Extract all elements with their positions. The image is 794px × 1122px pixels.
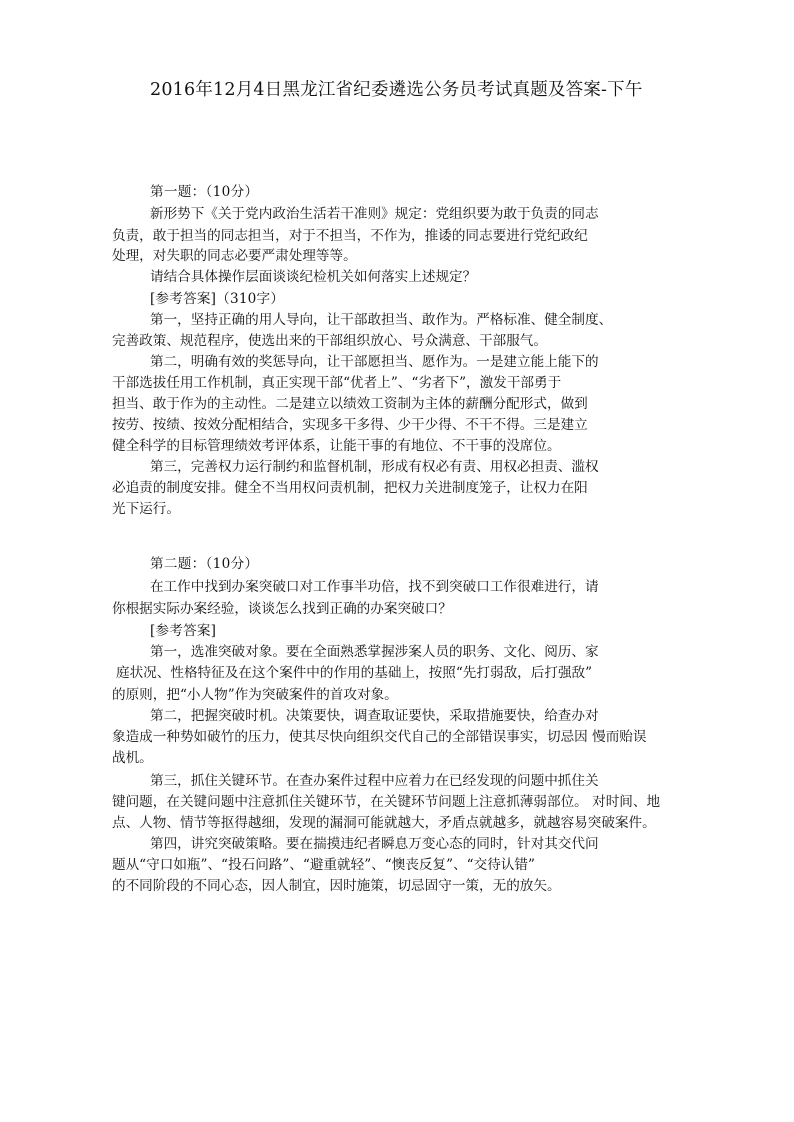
q2-answer-line: 庭状况、性格特征及在这个案件中的作用的基础上，按照“先打弱敌，后打强敌” bbox=[116, 665, 593, 681]
q2-question-line: 你根据实际办案经验，谈谈怎么找到正确的办案突破口？ bbox=[112, 601, 452, 617]
q1-answer-line: 按劳、按绩、按效分配相结合，实现多干多得、少干少得、不干不得。三是建立 bbox=[112, 417, 588, 433]
q2-heading: 第二题：（10分） bbox=[150, 556, 259, 572]
q1-answer-line: 第一，坚持正确的用人导向，让干部敢担当、敢作为。严格标准、健全制度、 bbox=[150, 312, 613, 328]
q2-answer-line: 第三，抓住关键环节。在查办案件过程中应着力在已经发现的问题中抓住关 bbox=[150, 773, 599, 789]
q1-question-line: 负责，敢于担当的同志担当，对于不担当，不作为，推诿的同志要进行党纪政纪 bbox=[112, 228, 588, 244]
q2-answer-line: 的不同阶段的不同心态，因人制宜，因时施策，切忌固守一策，无的放矢。 bbox=[112, 878, 561, 894]
q1-answer-line: 担当、敢于作为的主动性。二是建立以绩效工资制为主体的薪酬分配形式，做到 bbox=[112, 396, 588, 412]
q1-answer-line: 干部选拔任用工作机制，真正实现干部“优者上”、“劣者下”，激发干部勇于 bbox=[112, 375, 562, 391]
q1-answer-label: [参考答案]（310字） bbox=[150, 291, 285, 307]
q1-heading: 第一题：（10分） bbox=[150, 184, 259, 200]
q1-answer-line: 健全科学的目标管理绩效考评体系，让能干事的有地位、不干事的没席位。 bbox=[112, 438, 561, 454]
q2-answer-label: [参考答案] bbox=[150, 623, 217, 639]
q1-answer-line: 必追责的制度安排。健全不当用权问责机制，把权力关进制度笼子，让权力在阳 bbox=[112, 480, 588, 496]
q1-answer-line: 完善政策、规范程序，使选出来的干部组织放心、号众满意、干部服气。 bbox=[112, 333, 547, 349]
q2-question-line: 在工作中找到办案突破口对工作事半功倍，找不到突破口工作很难进行，请 bbox=[150, 579, 599, 595]
q2-answer-line: 的原则，把“小人物”作为突破案件的首攻对象。 bbox=[112, 687, 398, 703]
q2-answer-line: 战机。 bbox=[112, 750, 153, 766]
q2-answer-line: 第一，选准突破对象。要在全面熟悉掌握涉案人员的职务、文化、阅历、家 bbox=[150, 644, 599, 660]
q2-answer-line: 第二，把握突破时机。决策要快，调查取证要快，采取措施要快，给查办对 bbox=[150, 708, 599, 724]
q1-answer-line: 第二，明确有效的奖惩导向，让干部愿担当、愿作为。一是建立能上能下的 bbox=[150, 354, 599, 370]
q2-answer-line: 点、人物、情节等抠得越细，发现的漏洞可能就越大，矛盾点就越多，就越容易突破案件。 bbox=[112, 815, 656, 831]
q2-answer-line: 键问题，在关键问题中注意抓住关键环节，在关键环节问题上注意抓薄弱部位。 对时间、地 bbox=[112, 794, 661, 810]
q1-question-line: 请结合具体操作层面谈谈纪检机关如何落实上述规定？ bbox=[150, 269, 477, 285]
document-title: 2016年12月4日黑龙江省纪委遴选公务员考试真题及答案-下午 bbox=[150, 80, 643, 100]
q2-answer-line: 第四，讲究突破策略。要在揣摸违纪者瞬息万变心态的同时，针对其交代问 bbox=[150, 836, 599, 852]
q1-answer-line: 光下运行。 bbox=[112, 501, 180, 517]
q1-question-line: 新形势下《关于党内政治生活若干准则》规定：党组织要为敢于负责的同志 bbox=[150, 206, 599, 222]
q2-answer-line: 象造成一种势如破竹的压力，使其尽快向组织交代自己的全部错误事实，切忌因 慢而贻误 bbox=[112, 729, 647, 745]
q1-question-line: 处理，对失职的同志必要严肃处理等等。 bbox=[112, 248, 357, 264]
q2-answer-line: 题从“守口如瓶”、“投石问路”、“避重就轻”、“懊丧反复”、“交待认错” bbox=[112, 857, 535, 873]
q1-answer-line: 第三，完善权力运行制约和监督机制，形成有权必有责、用权必担责、滥权 bbox=[150, 459, 599, 475]
